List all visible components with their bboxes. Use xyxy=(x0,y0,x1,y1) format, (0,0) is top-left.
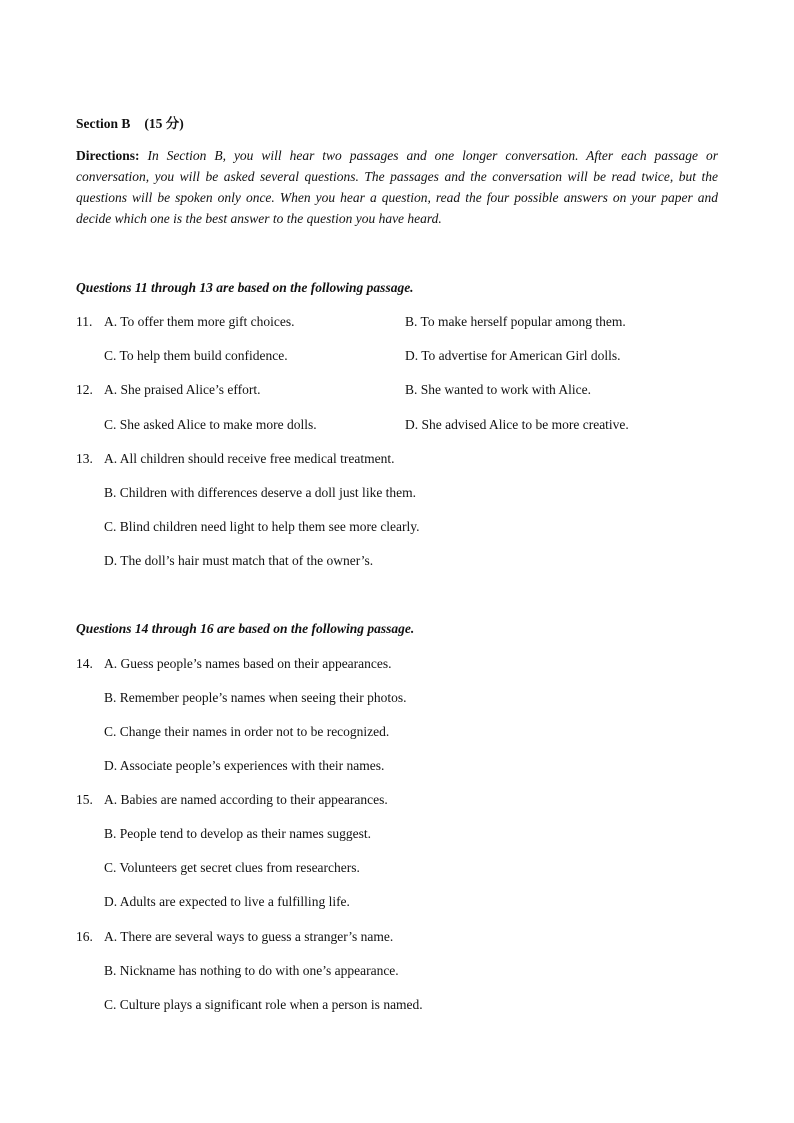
answer-option: A. There are several ways to guess a stranger’s name. xyxy=(104,929,394,944)
answer-option: D. Associate people’s experiences with their names. xyxy=(104,758,385,773)
answer-option: A. To offer them more gift choices. xyxy=(104,314,295,329)
answer-option: C. Culture plays a significant role when a person is named. xyxy=(104,997,423,1012)
section-title xyxy=(76,112,184,132)
answer-option: D. To advertise for American Girl dolls. xyxy=(405,348,621,363)
question-number: 15. xyxy=(76,792,93,807)
question-group-heading: Questions 14 through 16 are based on the following passage. xyxy=(76,621,415,636)
answer-option: B. Remember people’s names when seeing their photos. xyxy=(104,690,407,705)
answer-option: C. Volunteers get secret clues from researchers. xyxy=(104,860,360,875)
answer-option: B. Children with differences deserve a doll just like them. xyxy=(104,485,417,500)
question-number: 16. xyxy=(76,929,93,944)
question-number: 11. xyxy=(76,314,93,329)
answer-option: D. She advised Alice to be more creative. xyxy=(405,417,629,432)
answer-option: B. People tend to develop as their names suggest. xyxy=(104,826,371,841)
answer-option: C. Blind children need light to help them see more clearly. xyxy=(104,519,420,534)
question-number: 13. xyxy=(76,451,93,466)
question-group-heading: Questions 11 through 13 are based on the following passage. xyxy=(76,280,414,295)
answer-option: B. She wanted to work with Alice. xyxy=(405,382,591,397)
section-name: Section B xyxy=(76,116,131,131)
answer-option: A. All children should receive free medical treatment. xyxy=(104,451,395,466)
directions-label: Directions: xyxy=(76,148,140,163)
answer-option: C. She asked Alice to make more dolls. xyxy=(104,417,317,432)
answer-option: C. To help them build confidence. xyxy=(104,348,288,363)
answer-option: B. Nickname has nothing to do with one’s appearance. xyxy=(104,963,399,978)
question-number: 14. xyxy=(76,656,93,671)
answer-option: A. She praised Alice’s effort. xyxy=(104,382,261,397)
answer-option: D. The doll’s hair must match that of the owner’s. xyxy=(104,553,374,568)
directions xyxy=(76,145,718,229)
answer-option: C. Change their names in order not to be recognized. xyxy=(104,724,390,739)
answer-option: A. Guess people’s names based on their appearances. xyxy=(104,656,392,671)
answer-option: D. Adults are expected to live a fulfilling life. xyxy=(104,894,350,909)
exam-page xyxy=(76,0,718,1123)
section-score: (15 分) xyxy=(144,116,184,131)
directions-text: In Section B, you will hear two passages and one longer conversation. After each passage or conversation, you will be asked several questions. The passages and the conversation will be read twice, but the questions will be spoken only once. When you hear a question, read the four possible answers on your paper and decide which one is the best answer to the question you have heard. xyxy=(76,148,718,226)
answer-option: B. To make herself popular among them. xyxy=(405,314,626,329)
question-number: 12. xyxy=(76,382,93,397)
answer-option: A. Babies are named according to their appearances. xyxy=(104,792,388,807)
